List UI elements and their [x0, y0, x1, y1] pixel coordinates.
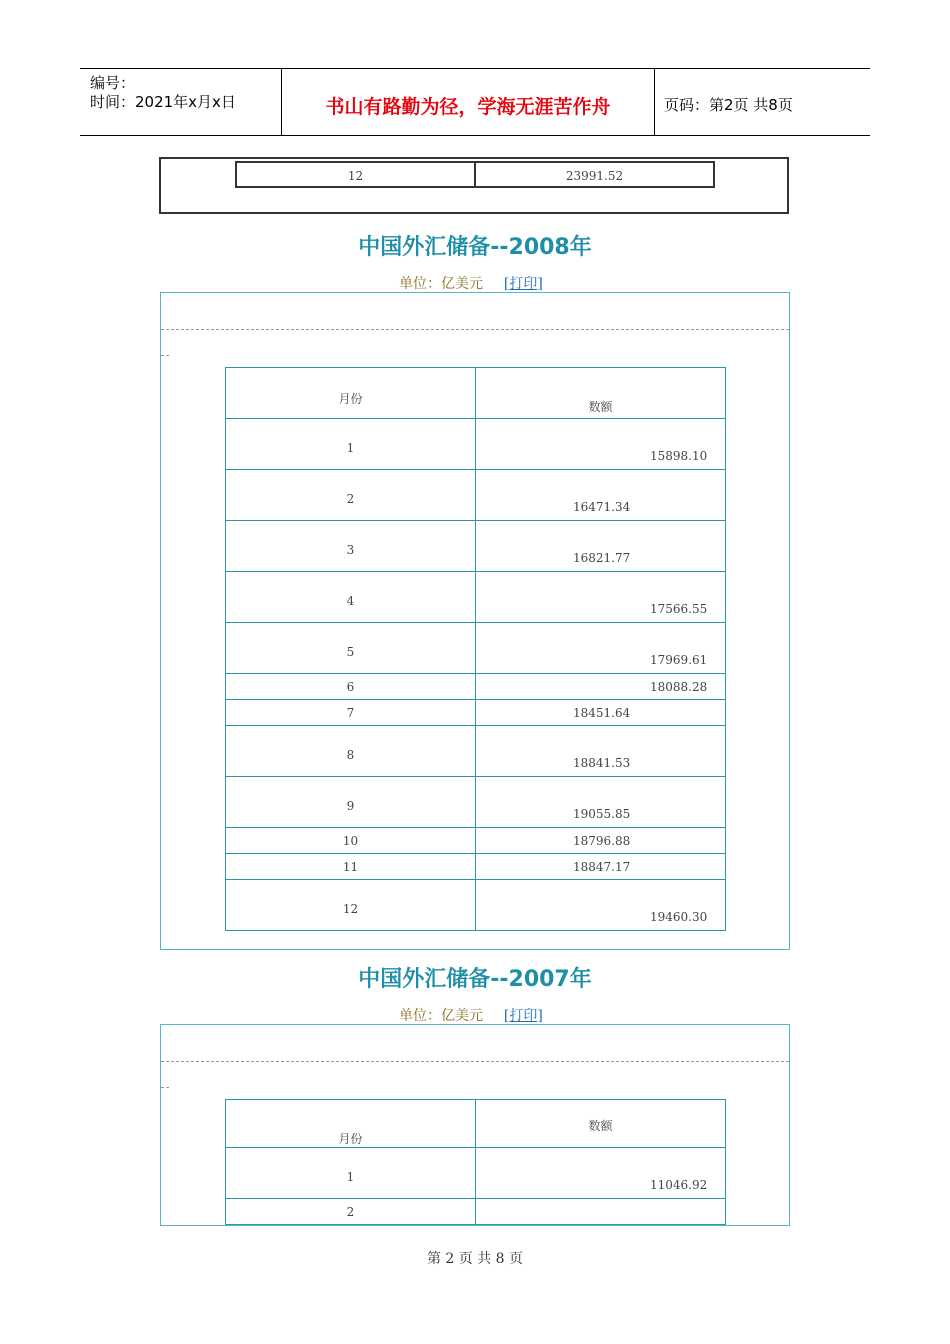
header-bottom-rule: [80, 135, 870, 136]
amount-cell: 19460.30: [650, 910, 708, 924]
table-row: [226, 1148, 726, 1199]
separator-stub: [161, 355, 169, 357]
amount-cell: 18796.88: [573, 834, 631, 848]
separator-stub: [161, 1087, 169, 1089]
amount-cell: 15898.10: [650, 449, 708, 463]
table-row: [226, 1199, 726, 1225]
amount-cell: 17566.55: [650, 602, 708, 616]
prev-month-cell: 12: [347, 169, 364, 183]
month-cell: 6: [346, 680, 355, 694]
unit-line-2008: [399, 273, 543, 293]
table-row: [226, 470, 726, 521]
amount-cell: 18847.17: [573, 860, 631, 874]
page-footer: 第 2 页 共 8 页: [426, 1251, 524, 1267]
month-cell: 8: [346, 748, 355, 762]
table-row: [226, 419, 726, 470]
month-cell: 7: [346, 706, 355, 720]
month-cell: 3: [346, 543, 355, 557]
month-cell: 4: [346, 594, 355, 608]
month-cell: 1: [346, 441, 355, 455]
table-row: [226, 572, 726, 623]
table-header-row: [226, 1100, 726, 1148]
table-row: [226, 623, 726, 674]
table-row: [226, 777, 726, 828]
column-header-month: 月份: [338, 1132, 363, 1146]
header-divider: [654, 68, 655, 136]
table-row: [226, 700, 726, 726]
amount-cell: 16821.77: [573, 551, 631, 565]
table-row: [226, 521, 726, 572]
month-cell: 11: [342, 860, 359, 874]
column-header-amount: 数额: [588, 1119, 613, 1133]
month-cell: 10: [342, 834, 359, 848]
print-link[interactable]: [打印]: [503, 276, 543, 292]
section-title-2008: 中国外汇储备--2008年: [358, 235, 592, 260]
prev-amount-cell: 23991.52: [565, 169, 624, 183]
month-cell: 2: [346, 492, 355, 506]
section-title-2007: 中国外汇储备--2007年: [358, 967, 592, 992]
amount-cell: 18841.53: [573, 756, 631, 770]
table-row: [226, 854, 726, 880]
unit-label: 单位：亿美元: [399, 1008, 483, 1024]
amount-cell: 17969.61: [650, 653, 708, 667]
month-cell: 2: [346, 1205, 355, 1219]
header-date: 时间：2021年x月x日: [90, 93, 236, 111]
reserve-table-2007: [225, 1099, 726, 1225]
table-row: [226, 726, 726, 777]
unit-label: 单位：亿美元: [399, 276, 483, 292]
amount-cell: 16471.34: [573, 500, 631, 514]
month-cell: 5: [346, 645, 355, 659]
separator-line: [161, 1061, 789, 1063]
header-motto: 书山有路勤为径，学海无涯苦作舟: [325, 96, 611, 118]
amount-cell: 18451.64: [573, 706, 631, 720]
print-link[interactable]: [打印]: [503, 1008, 543, 1024]
header-serial-label: 编号：: [90, 74, 136, 92]
table-row: [226, 828, 726, 854]
column-header-month: 月份: [338, 392, 363, 406]
month-cell: 12: [342, 902, 359, 916]
month-cell: 1: [346, 1170, 355, 1184]
header-top-rule: [80, 68, 870, 69]
month-cell: 9: [346, 799, 355, 813]
unit-line-2007: [399, 1005, 543, 1025]
separator-line: [161, 329, 789, 331]
table-header-row: [226, 368, 726, 419]
table-row: [226, 674, 726, 700]
header-page-info: 页码：第2页 共8页: [664, 96, 793, 114]
reserve-table-2008: [225, 367, 726, 931]
table-row: [226, 880, 726, 931]
amount-cell: 19055.85: [573, 807, 631, 821]
column-header-amount: 数额: [588, 400, 613, 414]
amount-cell: 11046.92: [650, 1178, 708, 1192]
amount-cell: 18088.28: [650, 680, 708, 694]
